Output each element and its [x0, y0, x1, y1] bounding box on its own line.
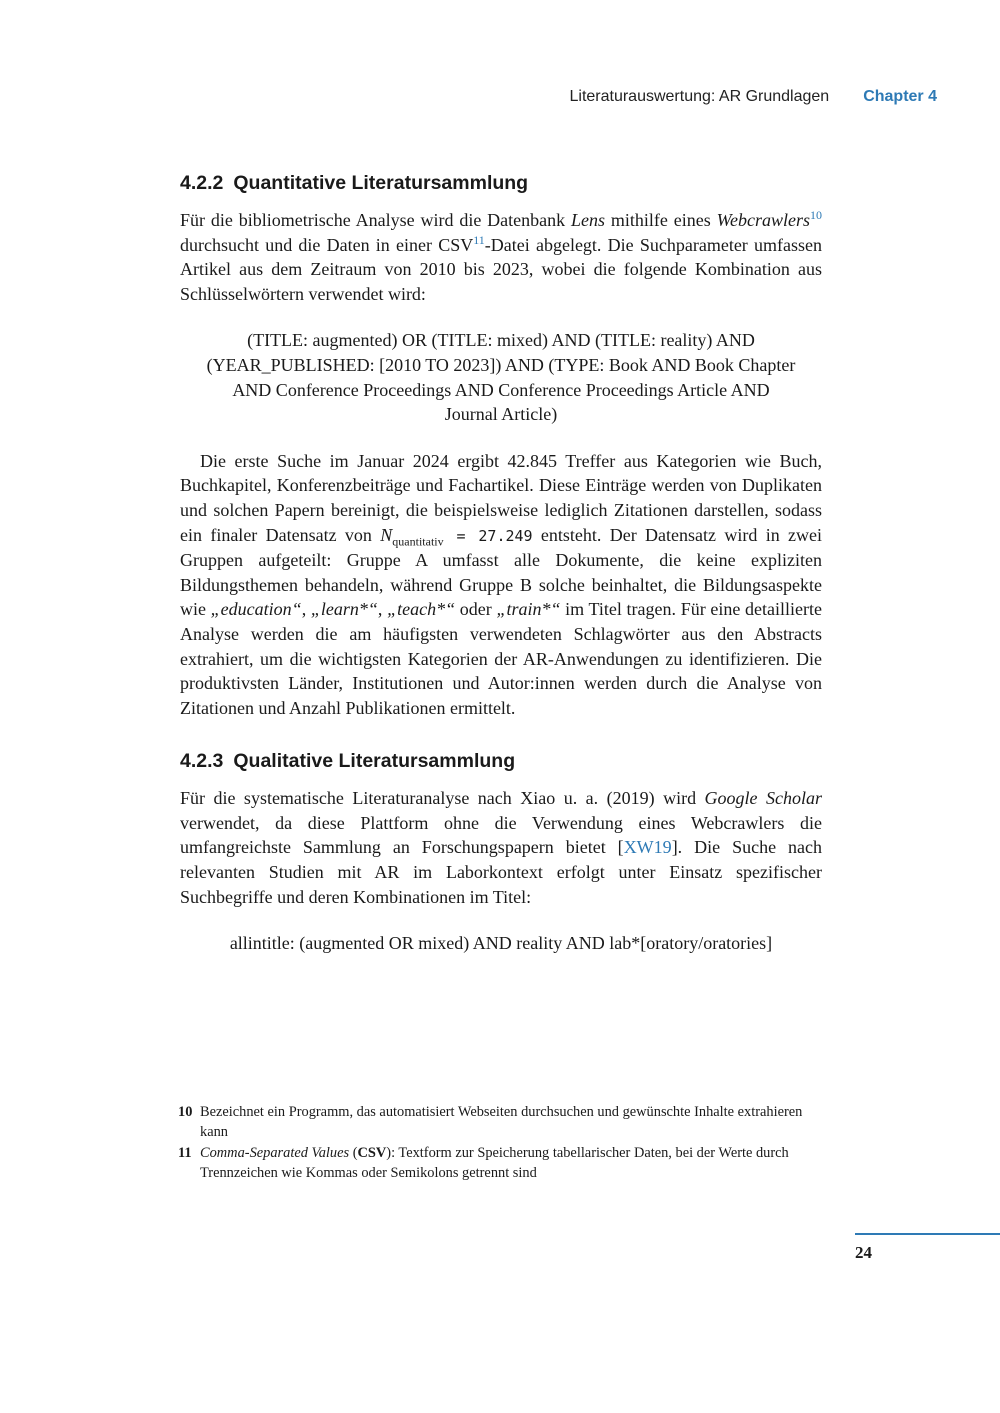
section-title: Quantitative Literatursammlung — [233, 172, 529, 194]
running-header — [569, 88, 937, 106]
paragraph — [180, 449, 822, 721]
text-span: ]. Die Suche nach relevanten Studien mit AR im Laborkontext erfolgt unter Einsatz spezifischer Suchbegriffe und deren Kombinationen im Titel: — [180, 837, 823, 907]
math-symbol: N — [380, 524, 393, 545]
text-span: oder — [455, 599, 497, 620]
footnote-ref-11[interactable]: 11 — [473, 232, 485, 247]
text-span: mithilfe eines — [605, 210, 717, 230]
text-span: Für die bibliometrische Analyse wird die Datenbank — [180, 210, 572, 230]
header-section-title: Literaturauswertung: AR Grundlagen — [569, 88, 830, 105]
term-google-scholar: Google Scholar — [704, 788, 822, 809]
header-chapter-label: Chapter 4 — [863, 88, 937, 105]
text-span: ): Textform zur Speicherung tabellarischer Daten, bei der Werte durch Trennzeichen wie Kommas oder Semikolons getrennt sind — [200, 1145, 789, 1181]
text-span: im Titel tragen. Für eine detaillierte Analyse werden die am häufigsten verwendeten Schlagwörter aus den Abstracts extrahiert, um die wichtigsten Kategorien der AR-Anwendungen zu identifizieren. Die produktivsten Länder, Institutionen und Autor:innen werden durch die Analyse von Zitationen und Anzahl Publikationen ermittelt. — [180, 599, 823, 718]
footnote-number: 10 — [178, 1104, 193, 1120]
keyword: „learn*“ — [310, 599, 378, 620]
term-lens: Lens — [571, 210, 606, 230]
math-value: = 27.249 — [443, 526, 533, 545]
section-heading-4-2-2 — [180, 170, 822, 196]
search-query-block: allintitle: (augmented OR mixed) AND reality AND lab*[oratory/oratories] — [229, 933, 773, 954]
page-number: 24 — [855, 1243, 872, 1262]
text-span: -Datei abgelegt. Die Suchparameter umfassen Artikel aus dem Zeitraum von 2010 bis 2023, wobei die folgende Kombination aus Schlüsselwörtern verwendet wird: — [180, 234, 822, 304]
query-line: (TITLE: augmented) OR (TITLE: mixed) AND (TITLE: reality) AND — [247, 330, 755, 351]
footnote-10 — [178, 1102, 822, 1142]
text-span: Bezeichnet ein Programm, das automatisiert Webseiten durchsuchen und gewünschte Inhalte extrahieren kann — [200, 1104, 803, 1140]
footnote-ref-10[interactable]: 10 — [809, 208, 822, 222]
search-query-block — [180, 328, 822, 426]
citation-link[interactable]: XW19 — [623, 837, 672, 858]
footer-rule — [855, 1233, 1000, 1235]
keyword: „train*“ — [496, 599, 561, 620]
footnote-text: Comma-Separated Values (CSV): Textform zur Speicherung tabellarischer Daten, bei der Werte durch Trennzeichen wie Kommas oder Semikolons getrennt sind — [200, 1145, 789, 1181]
footnote-11 — [178, 1143, 822, 1183]
paragraph — [180, 786, 822, 909]
keyword: „education“ — [210, 599, 302, 620]
paragraph — [180, 208, 822, 306]
text-span: durchsucht und die Daten in einer CSV — [180, 234, 474, 255]
section-title: Qualitative Literatursammlung — [233, 750, 516, 773]
text-span: Für die systematische Literaturanalyse nach Xiao u. a. (2019) wird — [180, 788, 705, 809]
keyword: „teach*“ — [387, 599, 456, 620]
footnote-number: 11 — [178, 1145, 192, 1161]
query-line: AND Conference Proceedings AND Conference Proceedings Article AND — [232, 379, 770, 400]
text-span: entsteht. Der Datensatz wird in zwei Gruppen aufgeteilt: Gruppe A umfasst alle Dokumente, die keine expliziten Bildungsthemen behandeln, während Gruppe B solche beinhaltet, die Bildungsaspekte wie — [180, 524, 823, 620]
main-content — [180, 170, 822, 956]
section-number: 4.2.3 — [180, 750, 224, 773]
query-line: Journal Article) — [444, 404, 558, 425]
text-span: , — [377, 599, 388, 620]
term-csv-expansion: Comma-Separated Values — [200, 1145, 350, 1161]
math-subscript: quantitativ — [392, 534, 444, 549]
text-span: , — [301, 599, 311, 620]
term-csv: CSV — [357, 1145, 387, 1161]
text-span: verwendet, da diese Plattform ohne die Verwendung eines Webcrawlers die umfangreichste Sammlung an Forschungspapern bietet [ — [180, 812, 822, 858]
section-heading-4-2-3 — [180, 748, 822, 774]
section-number: 4.2.2 — [180, 172, 224, 194]
footnotes — [178, 1102, 822, 1184]
query-line: (YEAR_PUBLISHED: [2010 TO 2023]) AND (TYPE: Book AND Book Chapter — [206, 354, 796, 375]
footnote-text — [200, 1102, 822, 1142]
term-webcrawlers: Webcrawlers — [716, 210, 810, 230]
text-span: Die erste Suche im Januar 2024 ergibt 42.845 Treffer aus Kategorien wie Buch, Buchkapitel, Konferenzbeiträge und Fachartikel. Diese Einträge werden von Duplikaten und solchen Papern bereinigt, die beispielsweise lediglich Zitationen darstellen, sodass ein finaler Datensatz von — [180, 450, 822, 545]
